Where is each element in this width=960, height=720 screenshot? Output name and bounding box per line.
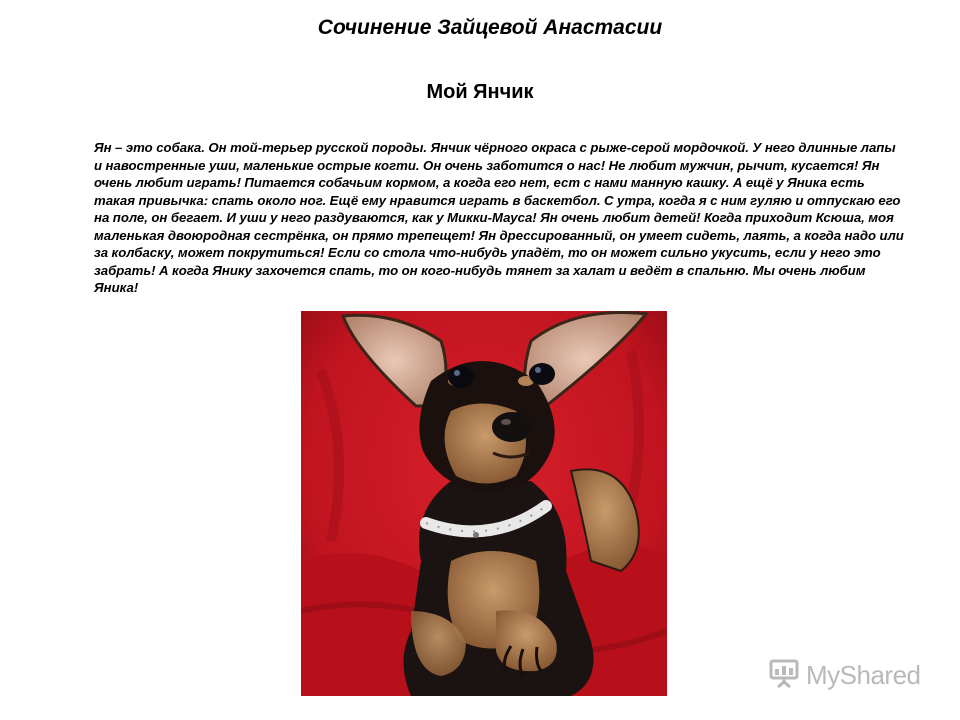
- essay-heading: Мой Янчик: [426, 81, 534, 103]
- myshared-watermark: [768, 657, 921, 693]
- watermark-text: MyShared: [806, 659, 921, 690]
- essay-text: Ян – это собака. Он той-терьер русской породы. Янчик чёрного окраса с рыже-серой мордочкой. У него длинные лапы и навостренные уши, маленькие острые когти. Он очень заботится о нас! Не любит мужчин, рычит, кусается! Ян очень любит играть! Питается собачьим кормом, а когда его нет, ест с нами манную кашку. А ещё у Яника есть такая привычка: спать около ног. Ещё ему нравится играть в баскетбол. С утра, когда я с ним гуляю и отпускаю его на поле, он бегает. И уши у него раздуваются, как у Микки-Мауса! Ян очень любит детей! Когда приходит Ксюша, моя маленькая двоюродная сестрёнка, он прямо трепещет! Ян дрессированный, он умеет сидеть, лаять, а когда надо или за колбаску, может покрутиться! Если со стола что-нибудь упадёт, то он может сильно укусить, если у него это забрать! А когда Янику захочется спать, то он кого-нибудь тянет за халат и ведёт в спальню. Мы очень любим Яника!: [94, 140, 904, 295]
- presentation-board-icon: [768, 657, 800, 694]
- dog-photo: [301, 311, 667, 696]
- page-title: Сочинение Зайцевой Анастасии: [317, 16, 663, 39]
